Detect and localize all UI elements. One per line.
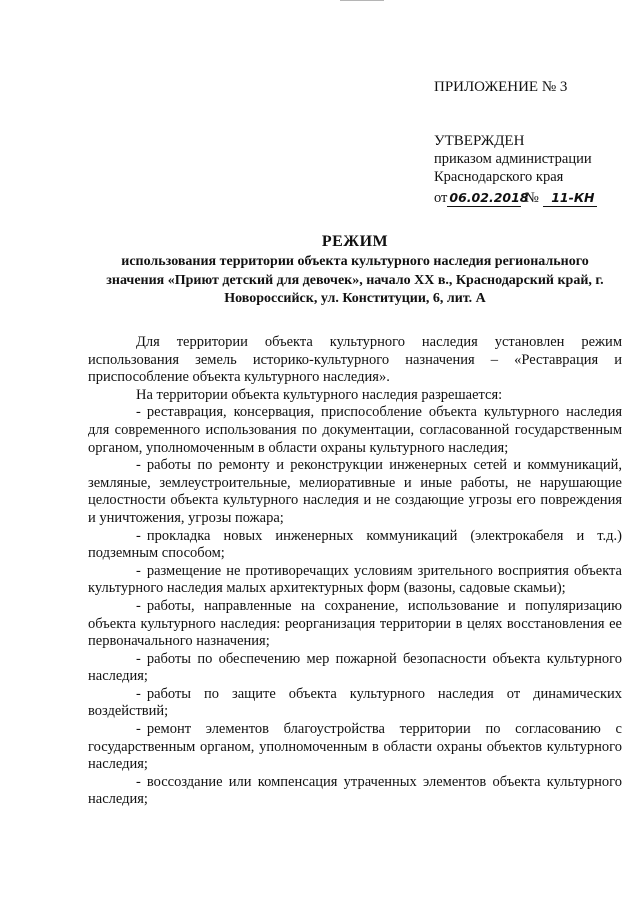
list-item [88, 774, 622, 809]
approval-block [434, 78, 630, 208]
intro-paragraph: Для территории объекта культурного наследия установлен режим использования земель историко-культурного назначения – «Реставрация и приспособление объекта культурного наследия». [88, 334, 622, 386]
list-dash: - [136, 597, 141, 614]
list-item-text: прокладка новых инженерных коммуникаций (электрокабеля и т.д.) подземным способом; [88, 527, 622, 562]
document-title: РЕЖИМ [321, 233, 389, 250]
scan-top-mark [340, 0, 384, 1]
allowed-heading: На территории объекта культурного наследия разрешается: [136, 386, 503, 403]
list-dash: - [136, 404, 141, 421]
list-item-text: ремонт элементов благоустройства территории по согласованию с государственным органом, уполномоченным в области охраны объектов культурного наследия; [88, 721, 622, 773]
document-body [88, 334, 622, 809]
order-date-number [434, 188, 630, 208]
list-dash: - [136, 685, 141, 702]
list-item [88, 651, 622, 686]
list-dash: - [136, 562, 141, 579]
number-sign: № [525, 190, 539, 206]
list-dash: - [136, 457, 141, 474]
allowed-list [88, 404, 622, 809]
approved-label: УТВЕРЖДЕН [434, 133, 525, 149]
list-item-text: работы, направленные на сохранение, использование и популяризацию объекта культурного наследия: реорганизация территории в целях восстановления ее первоначального назначения; [88, 597, 622, 650]
order-line-2: Краснодарского края [434, 169, 564, 185]
list-item [88, 457, 622, 527]
list-dash: - [136, 650, 141, 667]
list-item-text: работы по защите объекта культурного наследия от динамических воздействий; [88, 685, 622, 720]
list-dash: - [136, 721, 141, 738]
document-heading [100, 232, 610, 309]
handwritten-date: 06.02.2018 [449, 190, 529, 205]
order-line-1: приказом администрации [434, 151, 592, 167]
list-item [88, 563, 622, 598]
handwritten-number: 11-КН [543, 190, 597, 207]
list-item-text: размещение не противоречащих условиям зрительного восприятия объекта культурного наследия малых архитектурных форм (вазоны, садовые скамьи); [88, 562, 622, 597]
document-subtitle: использования территории объекта культурного наследия регионального значения «Приют детский для девочек», начало XX в., Краснодарский край, г. Новороссийск, ул. Конституции, 6, лит. А [106, 254, 604, 306]
list-item [88, 721, 622, 774]
list-item [88, 686, 622, 721]
list-item [88, 598, 622, 651]
list-item [88, 528, 622, 563]
list-item-text: работы по ремонту и реконструкции инженерных сетей и коммуникаций, земляные, землеустроительные, мелиоративные и иные работы, не нарушающие целостности объекта культурного наследия и не создающие угрозы его повреждения и уничтожения, угрозы пожара; [88, 457, 622, 526]
appendix-number: ПРИЛОЖЕНИЕ № 3 [434, 79, 568, 95]
list-item [88, 404, 622, 457]
list-dash: - [136, 773, 141, 790]
list-item-text: воссоздание или компенсация утраченных элементов объекта культурного наследия; [88, 773, 622, 808]
list-dash: - [136, 527, 141, 544]
list-item-text: реставрация, консервация, приспособление объекта культурного наследия для современного использования по документации, согласованной государственным органом, уполномоченным в области охраны культурного наследия; [88, 404, 622, 456]
list-item-text: работы по обеспечению мер пожарной безопасности объекта культурного наследия; [88, 650, 622, 685]
from-label: от [434, 190, 448, 206]
